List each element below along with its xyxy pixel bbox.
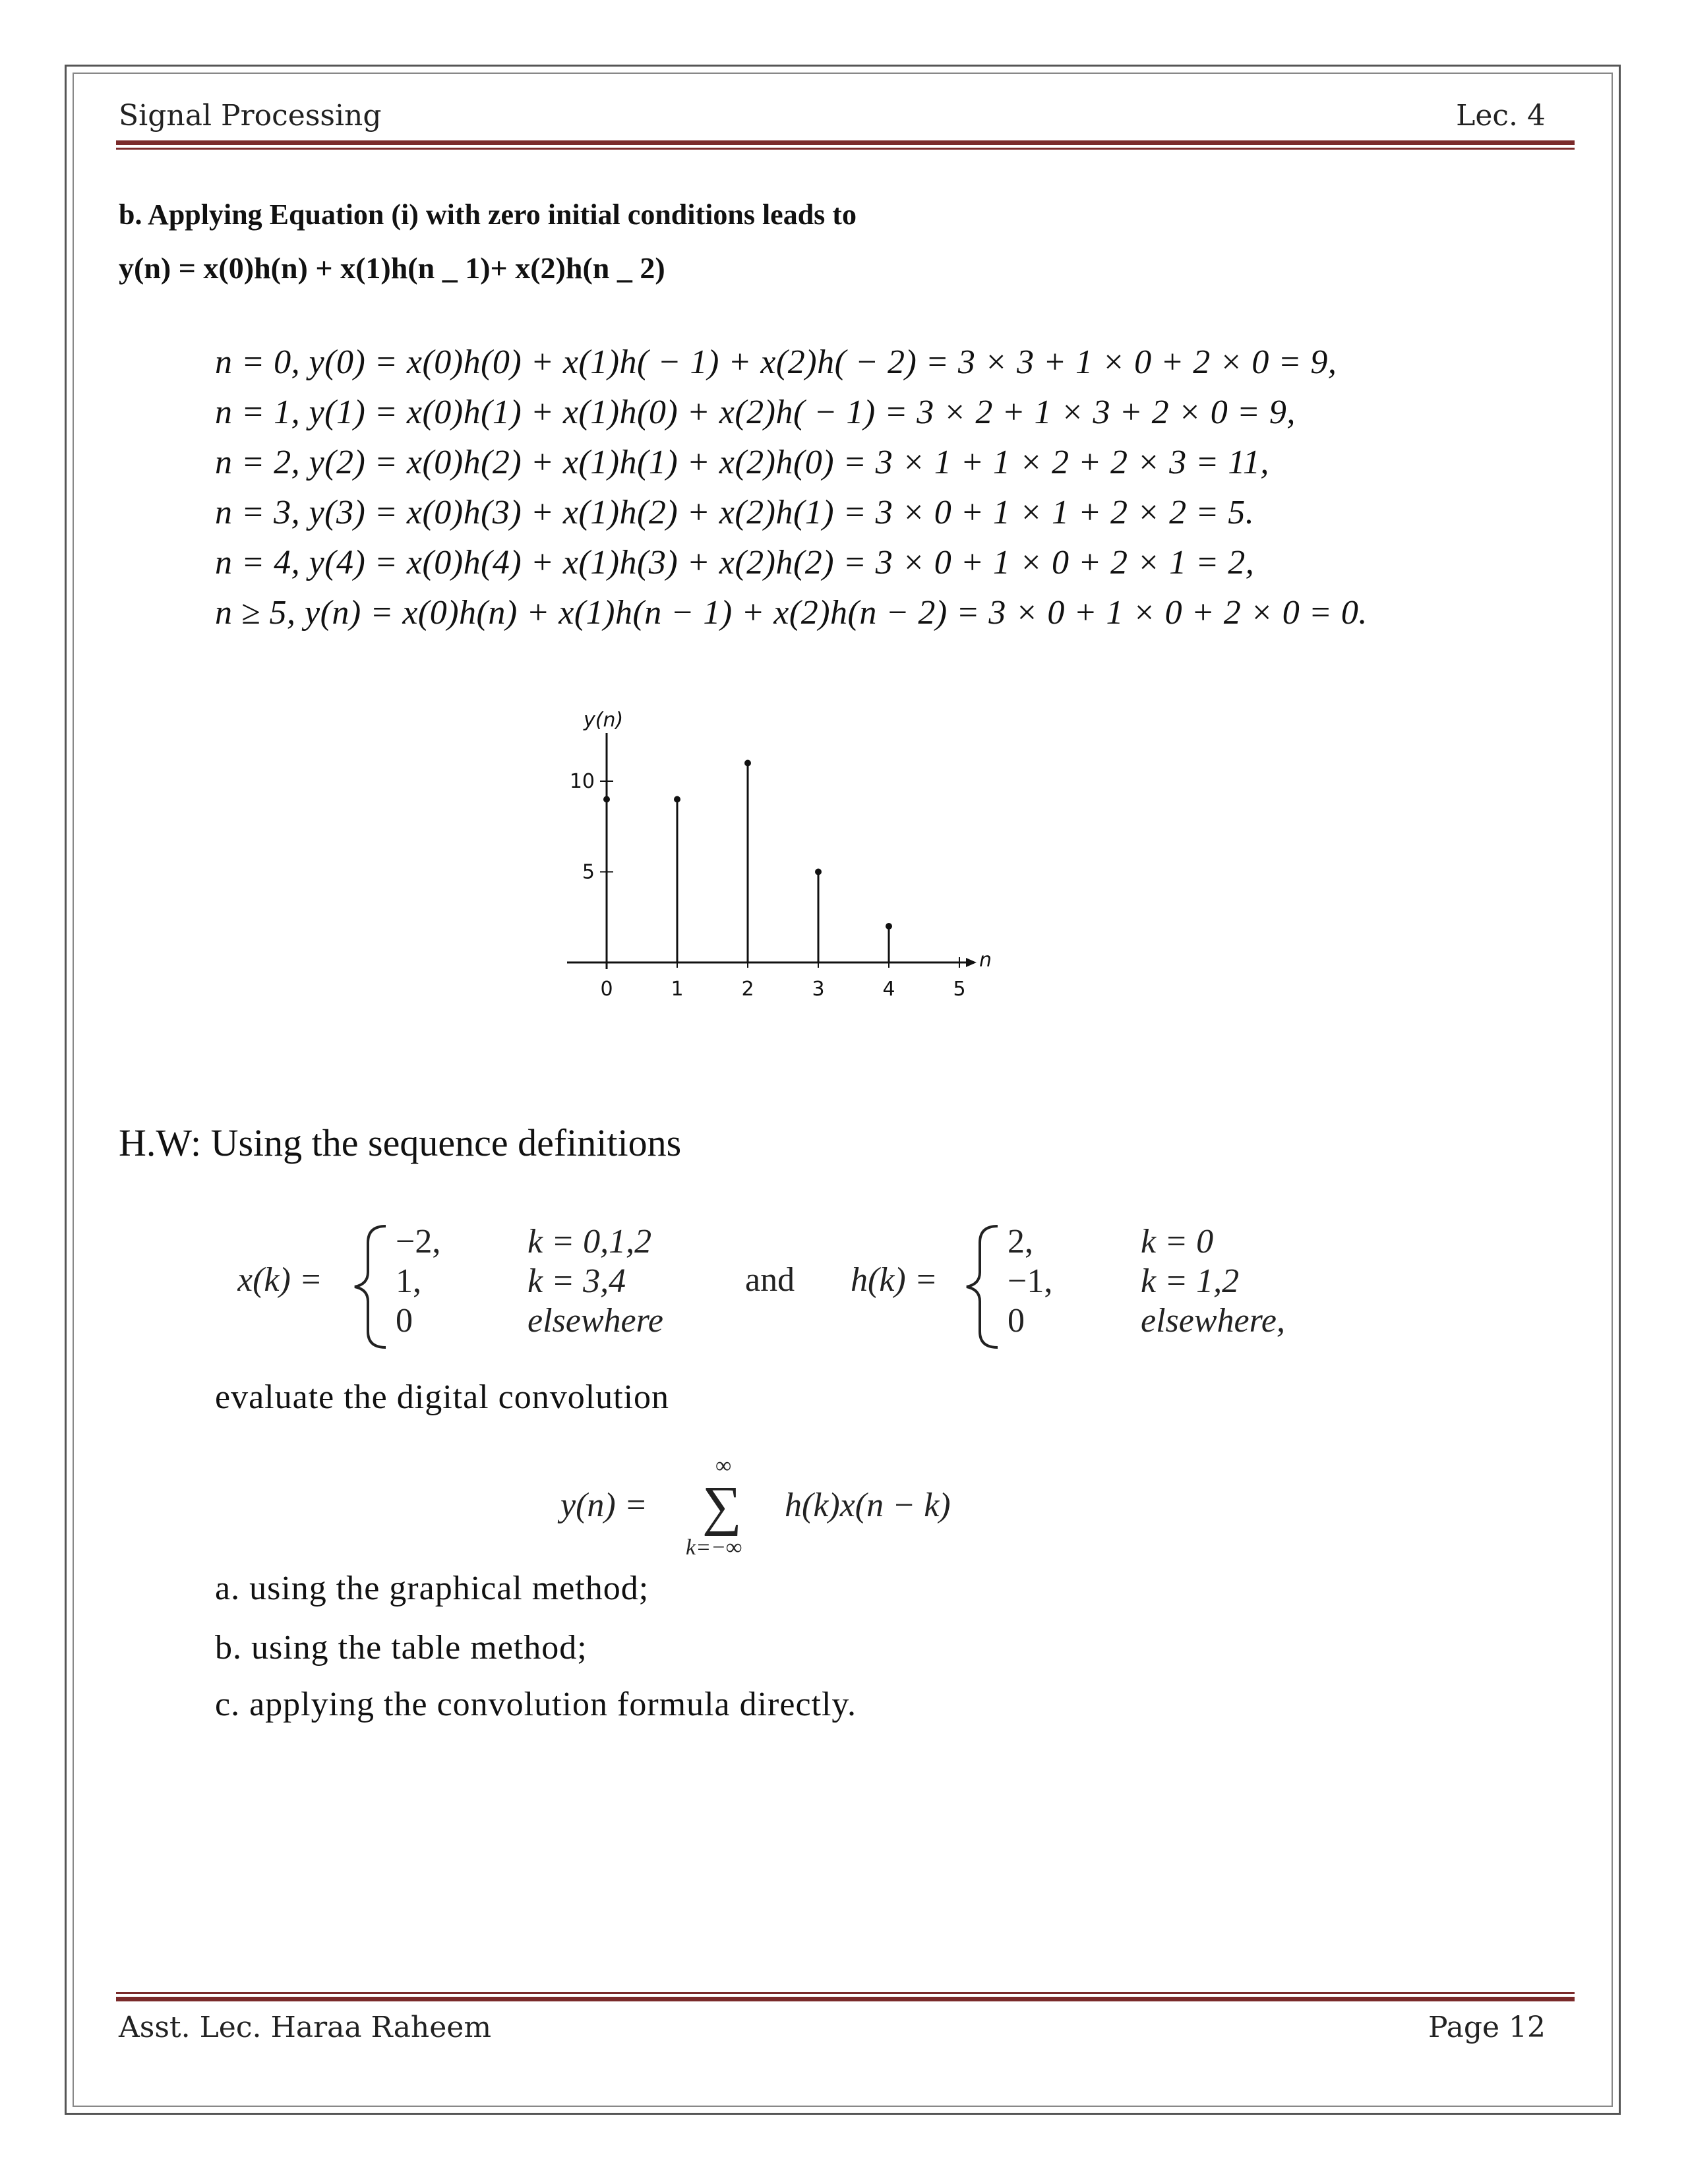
y-tick-label-5: 5	[582, 860, 595, 884]
x-tick-label-1: 1	[671, 978, 684, 1001]
convolution-formula	[554, 1450, 1081, 1569]
stem-chart	[528, 699, 1002, 1015]
x-tick-label-4: 4	[882, 978, 895, 1001]
x-def-value-0: −2,	[396, 1223, 441, 1260]
h-def-value-2: 0	[1008, 1302, 1025, 1340]
header-rule-thin	[116, 148, 1575, 150]
footer-page-number: Page 12	[1428, 2011, 1546, 2044]
homework-title: H.W: Using the sequence definitions	[119, 1121, 682, 1164]
calc-line-4: n = 4, y(4) = x(0)h(4) + x(1)h(3) + x(2)h(2) = 3 × 0 + 1 × 0 + 2 × 1 = 2,	[215, 544, 1255, 581]
conv-lhs: y(n) =	[560, 1487, 648, 1524]
h-def-cond-2: elsewhere,	[1141, 1302, 1285, 1340]
sequence-definitions	[237, 1213, 1358, 1358]
x-tick-label-0: 0	[600, 978, 613, 1001]
task-item-b: b. using the table method;	[215, 1629, 588, 1667]
calc-line-0: n = 0, y(0) = x(0)h(0) + x(1)h( − 1) + x(2)h( − 2) = 3 × 3 + 1 × 0 + 2 × 0 = 9,	[215, 343, 1337, 381]
stem-point-1	[674, 796, 680, 803]
chart-y-label: y(n)	[584, 709, 624, 732]
y-tick-label-10: 10	[569, 770, 595, 793]
stem-point-2	[744, 760, 751, 767]
conv-rhs: h(k)x(n − k)	[785, 1487, 951, 1524]
header-rule	[116, 140, 1575, 145]
evaluate-text: evaluate the digital convolution	[215, 1378, 670, 1416]
h-def-cond-1: k = 1,2	[1141, 1262, 1240, 1300]
x-def-cond-0: k = 0,1,2	[528, 1223, 652, 1260]
header-lecture-number: Lec. 4	[1456, 99, 1546, 133]
footer-rule-thin	[116, 1992, 1575, 1994]
h-def-cond-0: k = 0	[1141, 1223, 1214, 1260]
task-item-c: c. applying the convolution formula directly.	[215, 1686, 857, 1723]
chart-x-arrow	[966, 958, 977, 967]
stem-point-0	[603, 796, 610, 803]
stem-point-3	[815, 869, 822, 875]
h-def-label: h(k) =	[851, 1261, 938, 1299]
x-tick-label-5: 5	[953, 978, 966, 1001]
x-def-brace	[355, 1226, 386, 1347]
calc-line-1: n = 1, y(1) = x(0)h(1) + x(1)h(0) + x(2)h( − 1) = 3 × 2 + 1 × 3 + 2 × 0 = 9,	[215, 394, 1296, 431]
and-word: and	[745, 1261, 795, 1299]
conv-sum-symbol: ∑	[702, 1475, 742, 1537]
x-def-cond-1: k = 3,4	[528, 1262, 626, 1300]
calc-line-2: n = 2, y(2) = x(0)h(2) + x(1)h(1) + x(2)h(0) = 3 × 1 + 1 × 2 + 2 × 3 = 11,	[215, 444, 1269, 481]
x-def-value-2: 0	[396, 1302, 413, 1340]
conv-sum-bottom: k=−∞	[686, 1535, 742, 1560]
stem-point-4	[886, 923, 892, 930]
footer-author: Asst. Lec. Haraa Raheem	[119, 2011, 492, 2044]
x-def-cond-2: elsewhere	[528, 1302, 663, 1340]
h-def-value-1: −1,	[1008, 1262, 1053, 1300]
header-course-title: Signal Processing	[119, 99, 382, 133]
x-def-value-1: 1,	[396, 1262, 421, 1300]
calc-line-5: n ≥ 5, y(n) = x(0)h(n) + x(1)h(n − 1) + x(2)h(n − 2) = 3 × 0 + 1 × 0 + 2 × 0 = 0.	[215, 594, 1368, 632]
footer-rule	[116, 1997, 1575, 2001]
section-equation: y(n) = x(0)h(n) + x(1)h(n _ 1)+ x(2)h(n _ 2)	[119, 251, 665, 285]
h-def-brace	[967, 1226, 998, 1347]
calc-line-3: n = 3, y(3) = x(0)h(3) + x(1)h(2) + x(2)h(1) = 3 × 0 + 1 × 1 + 2 × 2 = 5.	[215, 494, 1255, 531]
chart-x-label: n	[979, 949, 992, 972]
x-tick-label-3: 3	[812, 978, 825, 1001]
section-heading: b. Applying Equation (i) with zero initial conditions leads to	[119, 198, 857, 231]
conv-sum-top: ∞	[715, 1454, 732, 1478]
x-def-label: x(k) =	[237, 1261, 322, 1299]
h-def-value-0: 2,	[1008, 1223, 1033, 1260]
x-tick-label-2: 2	[741, 978, 754, 1001]
task-item-a: a. using the graphical method;	[215, 1570, 649, 1607]
